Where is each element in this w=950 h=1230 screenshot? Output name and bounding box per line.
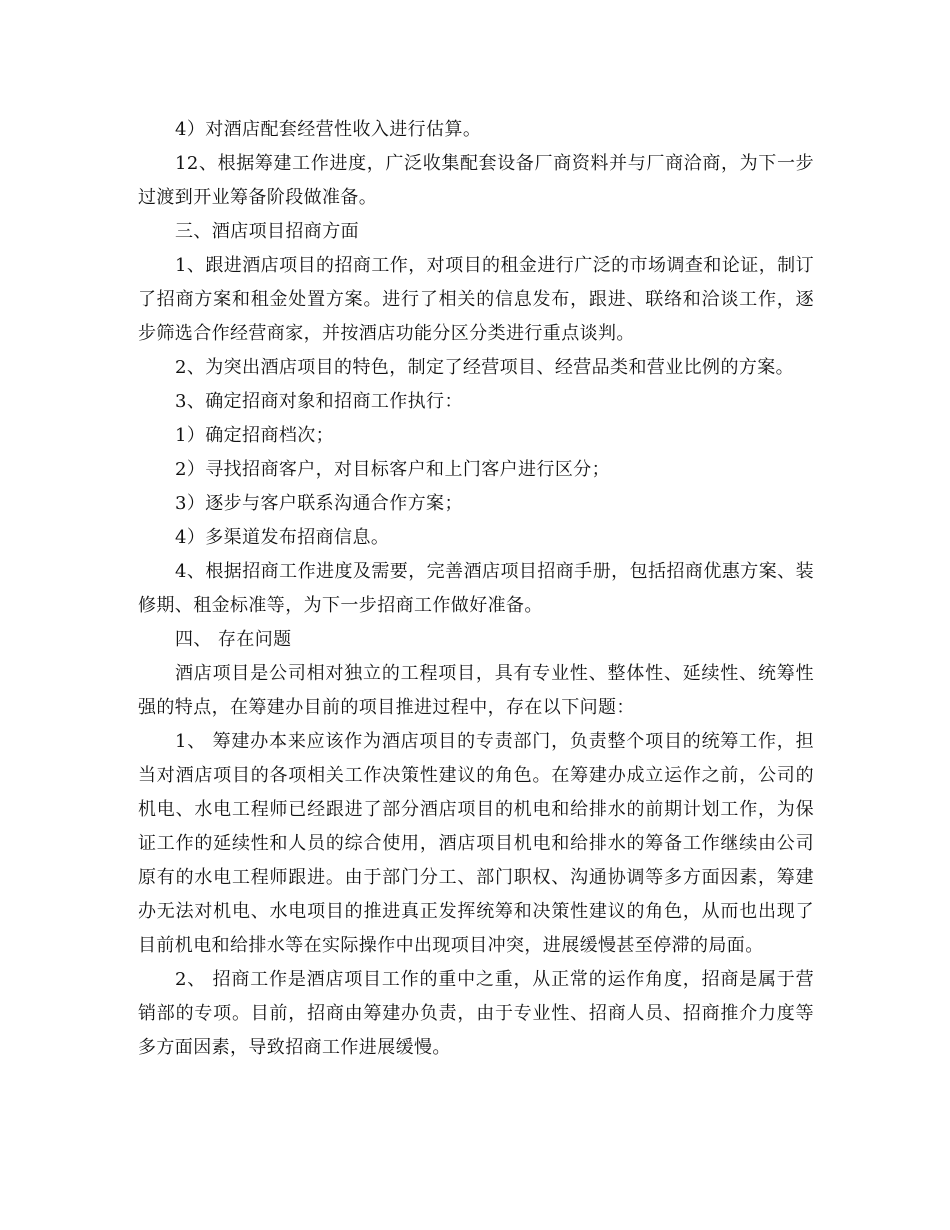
document-page bbox=[138, 113, 814, 1065]
paragraph: 4、根据招商工作进度及需要，完善酒店项目招商手册，包括招商优惠方案、装修期、租金标准等，为下一步招商工作做好准备。 bbox=[138, 561, 814, 616]
paragraph: 1、 筹建办本来应该作为酒店项目的专责部门，负责整个项目的统筹工作，担当对酒店项目的各项相关工作决策性建议的角色。在筹建办成立运作之前，公司的机电、水电工程师已经跟进了部分酒店项目的机电和给排水的前期计划工作，为保证工作的延续性和人员的综合使用，酒店项目机电和给排水的筹备工作继续由公司原有的水电工程师跟进。由于部门分工、部门职权、沟通协调等多方面因素，筹建办无法对机电、水电项目的推进真正发挥统筹和决策性建议的角色，从而也出现了目前机电和给排水等在实际操作中出现项目冲突，进展缓慢甚至停滞的局面。 bbox=[138, 731, 814, 956]
paragraph: 3、确定招商对象和招商工作执行： bbox=[175, 391, 463, 412]
paragraph: 1、跟进酒店项目的招商工作，对项目的租金进行广泛的市场调查和论证，制订了招商方案和租金处置方案。进行了相关的信息发布，跟进、联络和洽谈工作，逐步筛选合作经营商家，并按酒店功能分区分类进行重点谈判。 bbox=[138, 255, 814, 344]
paragraph: 12、根据筹建工作进度，广泛收集配套设备厂商资料并与厂商洽商，为下一步过渡到开业筹备阶段做准备。 bbox=[138, 153, 814, 208]
list-item: 2）寻找招商客户，对目标客户和上门客户进行区分； bbox=[175, 459, 611, 480]
list-item: 1）确定招商档次； bbox=[175, 425, 335, 446]
list-item: 4）多渠道发布招商信息。 bbox=[175, 527, 390, 548]
list-item: 3）逐步与客户联系沟通合作方案； bbox=[175, 493, 463, 514]
paragraph: 酒店项目是公司相对独立的工程项目，具有专业性、整体性、延续性、统筹性强的特点，在筹建办目前的项目推进过程中，存在以下问题： bbox=[138, 663, 814, 718]
paragraph: 2、为突出酒店项目的特色，制定了经营项目、经营品类和营业比例的方案。 bbox=[175, 357, 795, 378]
section-heading: 四、 存在问题 bbox=[175, 629, 292, 650]
section-heading: 三、酒店项目招商方面 bbox=[175, 221, 359, 242]
paragraph: 2、 招商工作是酒店项目工作的重中之重，从正常的运作角度，招商是属于营销部的专项。目前，招商由筹建办负责，由于专业性、招商人员、招商推介力度等多方面因素，导致招商工作进展缓慢。 bbox=[138, 969, 814, 1058]
paragraph: 4）对酒店配套经营性收入进行估算。 bbox=[175, 119, 482, 140]
